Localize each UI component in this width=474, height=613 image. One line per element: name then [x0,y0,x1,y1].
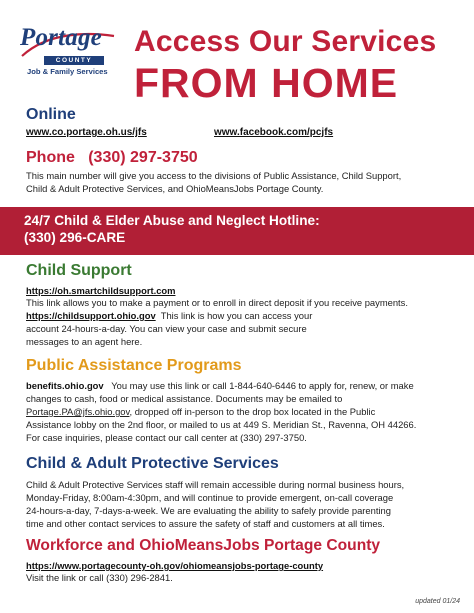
child-support-text: This link allows you to make a payment or to enroll in direct deposit if you receive payments. [26,297,408,308]
workforce-text: Visit the link or call (330) 296-2841. [26,572,173,583]
public-assistance-text-line: Portage.PA@jfs.ohio.gov, dropped off in-person to the drop box located in the Public [26,406,376,417]
hotline-text [24,212,320,246]
public-assistance-heading: Public Assistance Programs [26,357,242,374]
online-heading: Online [26,106,76,123]
hero-line-2: FROM HOME [134,60,399,106]
hotline-title: 24/7 Child & Elder Abuse and Neglect Hotline: [24,213,320,228]
protective-text-line: Monday-Friday, 8:00am-4:30pm, and will continue to provide emergent, on-call coverage [26,492,394,503]
public-assistance-text-line: benefits.ohio.gov You may use this link or call 1-844-640-6446 to apply for, renew, or make [26,380,414,391]
phone-heading: Phone (330) 297-3750 [26,149,198,166]
hotline-number: (330) 296-CARE [24,230,126,245]
child-support-text: account 24-hours-a-day. You can view your case and submit secure [26,323,307,334]
public-assistance-text: changes to cash, food or medical assistance. Documents may be emailed to [26,393,343,404]
child-support-text-line: https://childsupport.ohio.gov This link is how you can access your [26,310,313,321]
jfs-website-link[interactable]: www.co.portage.oh.us/jfs [26,127,147,138]
hero-line-1: Access Our Services [134,25,437,58]
benefits-link[interactable]: benefits.ohio.gov [26,380,104,391]
smart-child-support-link[interactable]: https://oh.smartchildsupport.com [26,285,176,296]
protective-text-line: 24-hours-a-day, 7-days-a-week. We are evaluating the ability to safely provide parenting [26,505,391,516]
logo-county-bar: COUNTY [44,56,104,65]
workforce-heading: Workforce and OhioMeansJobs Portage County [26,537,381,554]
public-assistance-text: Assistance lobby on the 2nd floor, or mailed to us at 449 S. Meridian St., Ravenna, OH 44266. [26,419,417,430]
logo-wordmark: Portage [20,24,102,51]
email-link[interactable]: Portage.PA@jfs.ohio.gov [26,406,130,417]
protective-text-line: Child & Adult Protective Services staff will remain accessible during normal business hours, [26,479,405,490]
ohio-child-support-link[interactable]: https://childsupport.ohio.gov [26,310,156,321]
logo-subtitle: Job & Family Services [27,67,108,76]
portage-county-logo [18,24,116,80]
phone-text-line: This main number will give you access to the divisions of Public Assistance, Child Support, [26,170,402,181]
child-support-heading: Child Support [26,262,132,279]
child-support-text: messages to an agent here. [26,336,143,347]
public-assistance-text: For case inquiries, please contact our call center at (330) 297-3750. [26,432,307,443]
protective-services-heading: Child & Adult Protective Services [26,455,279,472]
phone-text-line: Child & Adult Protective Services, and OhioMeansJobs Portage County. [26,183,324,194]
facebook-link[interactable]: www.facebook.com/pcjfs [214,127,334,138]
updated-date: updated 01/24 [415,598,460,605]
ohiomeansjobs-link[interactable]: https://www.portagecounty-oh.gov/ohiomeansjobs-portage-county [26,560,324,571]
protective-text-line: time and other contact services to assure the safety of staff and customers at all times. [26,518,385,529]
